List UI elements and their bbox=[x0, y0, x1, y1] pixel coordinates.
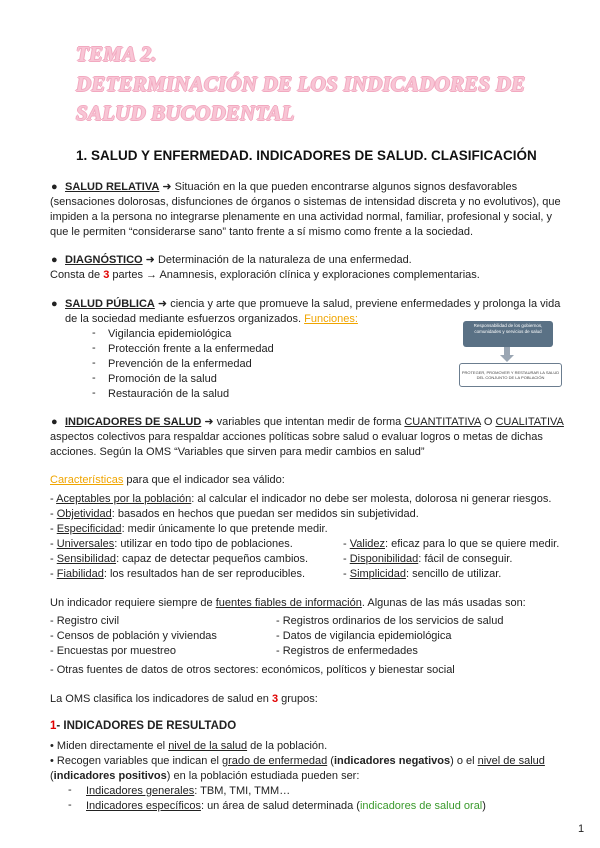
salud-publica-term: SALUD PÚBLICA bbox=[65, 298, 155, 310]
section-heading: 1. SALUD Y ENFERMEDAD. INDICADORES DE SALUD. CLASIFICACIÓN bbox=[76, 148, 537, 163]
bullet-dot: ● bbox=[51, 416, 58, 428]
resultado-b1: • Miden directamente el nivel de la salud de la población. bbox=[50, 740, 328, 752]
resultado-b3: (indicadores positivos) en la población estudiada pueden ser: bbox=[50, 770, 360, 782]
caract-universales: - Universales: utilizar en todo tipo de poblaciones. bbox=[50, 538, 293, 550]
dash: - bbox=[92, 342, 96, 354]
salud-relativa-line4: que le permiten “considerarse sano” tanto frente a sí mismo como frente a la sociedad. bbox=[50, 226, 474, 238]
resultado-b2: • Recogen variables que indican el grado de enfermedad (indicadores negativos) o el nivel de salud bbox=[50, 755, 545, 767]
salud-publica-line1: SALUD PÚBLICA ➜ ciencia y arte que promueve la salud, previene enfermedades y prolonga la vida bbox=[65, 298, 561, 310]
dash: - bbox=[92, 387, 96, 399]
down-arrow-icon bbox=[500, 347, 514, 363]
diagnostico-term: DIAGNÓSTICO bbox=[65, 254, 143, 266]
funciones-label: Funciones: bbox=[304, 313, 358, 325]
indicadores-line2: aspectos colectivos para respaldar acciones políticas sobre salud o evaluar logros o metas de dichas bbox=[50, 431, 543, 443]
caract-aceptables: - Aceptables por la población: al calcular el indicador no debe ser molesta, dolorosa ni generar riesgos. bbox=[50, 493, 552, 505]
caract-simplicidad: - Simplicidad: sencillo de utilizar. bbox=[343, 568, 502, 580]
fuente-item: - Registros ordinarios de los servicios de salud bbox=[276, 615, 504, 627]
funcion-item: Protección frente a la enfermedad bbox=[108, 343, 274, 355]
fuente-item: - Encuestas por muestreo bbox=[50, 645, 176, 657]
salud-relativa-term: SALUD RELATIVA bbox=[65, 181, 160, 193]
caract-sensibilidad: - Sensibilidad: capaz de detectar pequeños cambios. bbox=[50, 553, 309, 565]
dash: - bbox=[92, 372, 96, 384]
dash: - bbox=[92, 357, 96, 369]
fuente-item: - Registros de enfermedades bbox=[276, 645, 418, 657]
salud-relativa-line3: impiden a la persona no integrarse plenamente en una actividad normal, familiar, profesional y social, y bbox=[50, 211, 553, 223]
oms-clasifica: La OMS clasifica los indicadores de salud en 3 grupos: bbox=[50, 693, 318, 705]
indicadores-line3: acciones. Según la OMS “Variables que sirven para medir cambios en salud” bbox=[50, 446, 425, 458]
topic-number: TEMA 2. bbox=[76, 42, 157, 66]
fuente-item: - Censos de población y viviendas bbox=[50, 630, 217, 642]
fuente-item: - Registro civil bbox=[50, 615, 120, 627]
caract-especificidad: - Especificidad: medir únicamente lo que pretende medir. bbox=[50, 523, 328, 535]
dash: - bbox=[68, 784, 72, 796]
page-number: 1 bbox=[578, 823, 585, 835]
dash: - bbox=[68, 799, 72, 811]
indicadores-generales: Indicadores generales: TBM, TMI, TMM… bbox=[86, 785, 291, 797]
fuente-item: - Datos de vigilancia epidemiológica bbox=[276, 630, 452, 642]
funcion-item: Prevención de la enfermedad bbox=[108, 358, 252, 370]
bullet-dot: ● bbox=[51, 298, 58, 310]
salud-relativa-line2: (sensaciones dolorosas, disfunciones de órganos o sistemas de intensidad discreta y no evolutivos), que bbox=[50, 196, 561, 208]
salud-relativa-line1: SALUD RELATIVA ➜ Situación en la que pueden encontrarse algunos signos desfavorables bbox=[65, 181, 518, 193]
caract-disponibilidad: - Disponibilidad: fácil de conseguir. bbox=[343, 553, 513, 565]
fuentes-intro: Un indicador requiere siempre de fuentes fiables de información. Algunas de las más usadas son: bbox=[50, 597, 526, 609]
caracteristicas-intro: Características para que el indicador sea válido: bbox=[50, 474, 285, 486]
topic-title-line2: SALUD BUCODENTAL bbox=[76, 101, 295, 125]
caract-objetividad: - Objetividad: basados en hechos que puedan ser medidos sin subjetividad. bbox=[50, 508, 419, 520]
diagram-top-box: Responsabilidad de los gobiernos, comunidades y servicios de salud bbox=[463, 321, 553, 347]
indicadores-especificos: Indicadores específicos: un área de salud determinada (indicadores de salud oral) bbox=[86, 800, 486, 812]
indicadores-line1: INDICADORES DE SALUD ➜ variables que intentan medir de forma CUANTITATIVA O CUALITATIVA bbox=[65, 416, 564, 428]
funcion-item: Vigilancia epidemiológica bbox=[108, 328, 232, 340]
bullet-dot: ● bbox=[51, 254, 58, 266]
caract-validez: - Validez: eficaz para lo que se quiere medir. bbox=[343, 538, 560, 550]
topic-title-line1: DETERMINACIÓN DE LOS INDICADORES DE bbox=[76, 72, 526, 96]
diagram-bottom-box: PROTEGER, PROMOVER Y RESTAURAR LA SALUD DEL CONJUNTO DE LA POBLACIÓN bbox=[459, 363, 562, 387]
diagnostico-line: DIAGNÓSTICO ➜ Determinación de la naturaleza de una enfermedad. bbox=[65, 254, 412, 266]
funcion-item: Restauración de la salud bbox=[108, 388, 230, 400]
salud-publica-line2: de la sociedad mediante esfuerzos organizados. Funciones: bbox=[65, 313, 358, 325]
dash: - bbox=[92, 327, 96, 339]
diagnostico-partes: Consta de 3 partes → Anamnesis, exploración clínica y exploraciones complementarias. bbox=[50, 269, 480, 281]
resultado-heading: 1- INDICADORES DE RESULTADO bbox=[50, 720, 237, 732]
indicadores-term: INDICADORES DE SALUD bbox=[65, 416, 202, 428]
fuentes-otras: - Otras fuentes de datos de otros sectores: económicos, políticos y bienestar social bbox=[50, 664, 455, 676]
bullet-dot: ● bbox=[51, 181, 58, 193]
caract-fiabilidad: - Fiabilidad: los resultados han de ser reproducibles. bbox=[50, 568, 305, 580]
funcion-item: Promoción de la salud bbox=[108, 373, 217, 385]
